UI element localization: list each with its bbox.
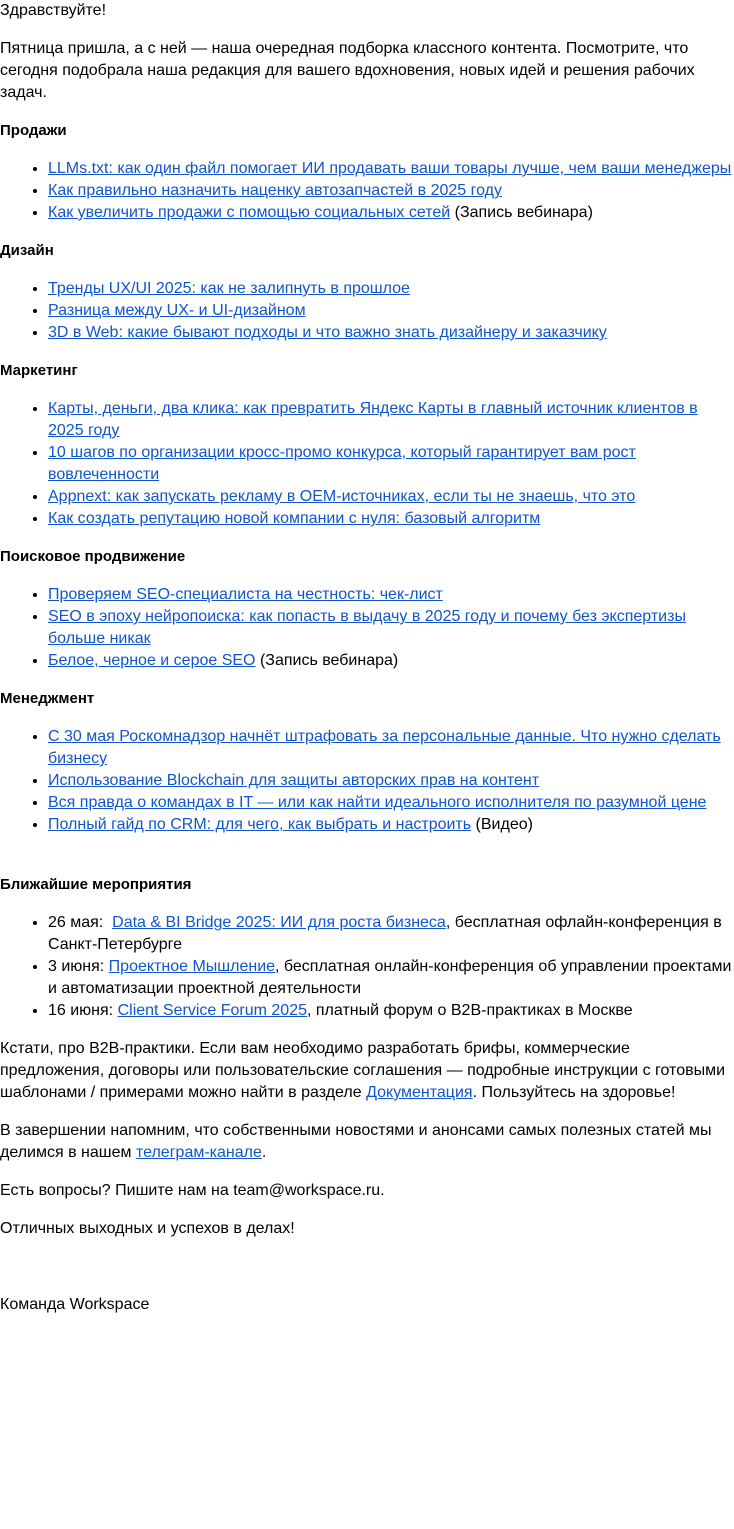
article-link[interactable]: SEO в эпоху нейропоиска: как попасть в выдачу в 2025 году и почему без экспертизы больше никак xyxy=(48,608,686,647)
article-link[interactable]: Карты, деньги, два клика: как превратить Яндекс Карты в главный источник клиентов в 2025 году xyxy=(48,400,698,439)
article-link[interactable]: Использование Blockchain для защиты авторских прав на контент xyxy=(48,772,540,789)
article-link[interactable]: LLMs.txt: как один файл помогает ИИ продавать ваши товары лучше, чем ваши менеджеры xyxy=(48,160,732,177)
event-item xyxy=(48,912,734,956)
event-date: 16 июня: xyxy=(48,1002,118,1019)
telegram-text-end: . xyxy=(261,1144,267,1161)
questions-text: Есть вопросы? Пишите нам на team@workspace.ru. xyxy=(0,1182,385,1199)
list-item xyxy=(48,398,734,442)
section-list xyxy=(0,584,734,672)
list-item xyxy=(48,300,734,322)
section-heading: Дизайн xyxy=(0,242,54,259)
article-link[interactable]: Appnext: как запускать рекламу в OEM-источниках, если ты не знаешь, что это xyxy=(48,488,636,505)
content-sections xyxy=(0,120,734,836)
article-link[interactable]: Проверяем SEO-специалиста на честность: чек-лист xyxy=(48,586,443,603)
list-item xyxy=(48,442,734,486)
section-list xyxy=(0,726,734,836)
event-link[interactable]: Проектное Мышление xyxy=(108,958,276,975)
list-item xyxy=(48,770,734,792)
section-list xyxy=(0,158,734,224)
event-date: 3 июня: xyxy=(48,958,109,975)
item-note: (Запись вебинара) xyxy=(255,652,399,669)
event-link[interactable]: Data & BI Bridge 2025: ИИ для роста бизнеса xyxy=(112,914,446,931)
telegram-channel-link[interactable]: телеграм-канале xyxy=(135,1144,262,1161)
list-item xyxy=(48,792,734,814)
event-date: 26 мая: xyxy=(48,914,113,931)
article-link[interactable]: Как правильно назначить наценку автозапчастей в 2025 году xyxy=(48,182,502,199)
list-item xyxy=(48,508,734,530)
spacer xyxy=(0,852,734,874)
b2b-text: Кстати, про B2B-практики. Если вам необходимо разработать брифы, коммерческие предложения, договоры или пользовательские соглашения — подробные инструкции с готовыми шаблонами / примерами можно найти в разделе xyxy=(0,1040,726,1101)
article-link[interactable]: Как создать репутацию новой компании с нуля: базовый алгоритм xyxy=(48,510,541,527)
event-item xyxy=(48,1000,734,1022)
event-description: , бесплатная офлайн-конференция в Санкт-Петербурге xyxy=(48,914,722,953)
telegram-paragraph xyxy=(0,1120,734,1164)
list-item xyxy=(48,814,734,836)
section-heading: Маркетинг xyxy=(0,362,78,379)
article-link[interactable]: Полный гайд по CRM: для чего, как выбрать и настроить xyxy=(48,816,472,833)
list-item xyxy=(48,278,734,300)
events-heading: Ближайшие мероприятия xyxy=(0,876,192,893)
article-link[interactable]: 3D в Web: какие бывают подходы и что важно знать дизайнеру и заказчику xyxy=(48,324,607,341)
article-link[interactable]: Как увеличить продажи с помощью социальных сетей xyxy=(48,204,451,221)
list-item xyxy=(48,584,734,606)
article-link[interactable]: Разница между UX- и UI-дизайном xyxy=(48,302,306,319)
documentation-link[interactable]: Документация xyxy=(366,1084,473,1101)
signature: Команда Workspace xyxy=(0,1296,150,1313)
event-link[interactable]: Client Service Forum 2025 xyxy=(117,1002,307,1019)
section-heading: Поисковое продвижение xyxy=(0,548,186,565)
article-link[interactable]: 10 шагов по организации кросс-промо конкурса, который гарантирует вам рост вовлеченности xyxy=(48,444,636,483)
event-description: , платный форум о B2B-практиках в Москве xyxy=(307,1002,633,1019)
b2b-text-end: . Пользуйтесь на здоровье! xyxy=(472,1084,676,1101)
article-link[interactable]: С 30 мая Роскомнадзор начнёт штрафовать за персональные данные. Что нужно сделать бизнесу xyxy=(48,728,721,767)
list-item xyxy=(48,202,734,224)
events-list xyxy=(0,912,734,1022)
list-item xyxy=(48,180,734,202)
b2b-paragraph xyxy=(0,1038,734,1104)
spacer xyxy=(0,1256,734,1294)
event-item xyxy=(48,956,734,1000)
list-item xyxy=(48,322,734,344)
list-item xyxy=(48,486,734,508)
section-list xyxy=(0,398,734,530)
list-item xyxy=(48,650,734,672)
wishes-text: Отличных выходных и успехов в делах! xyxy=(0,1220,295,1237)
greeting: Здравствуйте! xyxy=(0,2,107,19)
article-link[interactable]: Тренды UX/UI 2025: как не залипнуть в прошлое xyxy=(48,280,410,297)
article-link[interactable]: Вся правда о командах в IT — или как найти идеального исполнителя по разумной цене xyxy=(48,794,707,811)
telegram-text: В завершении напомним, что собственными новостями и анонсами самых полезных статей мы делимся в нашем xyxy=(0,1122,712,1161)
section-heading: Продажи xyxy=(0,122,67,139)
section-list xyxy=(0,278,734,344)
list-item xyxy=(48,606,734,650)
list-item xyxy=(48,726,734,770)
intro-text: Пятница пришла, а с ней — наша очередная подборка классного контента. Посмотрите, что сегодня подобрала наша редакция для вашего вдохновения, новых идей и решения рабочих задач. xyxy=(0,40,695,101)
article-link[interactable]: Белое, черное и серое SEO xyxy=(48,652,256,669)
section-heading: Менеджмент xyxy=(0,690,95,707)
list-item xyxy=(48,158,734,180)
item-note: (Запись вебинара) xyxy=(450,204,593,221)
item-note: (Видео) xyxy=(471,816,533,833)
event-description: , бесплатная онлайн-конференция об управлении проектами и автоматизации проектной деятельности xyxy=(48,958,732,997)
